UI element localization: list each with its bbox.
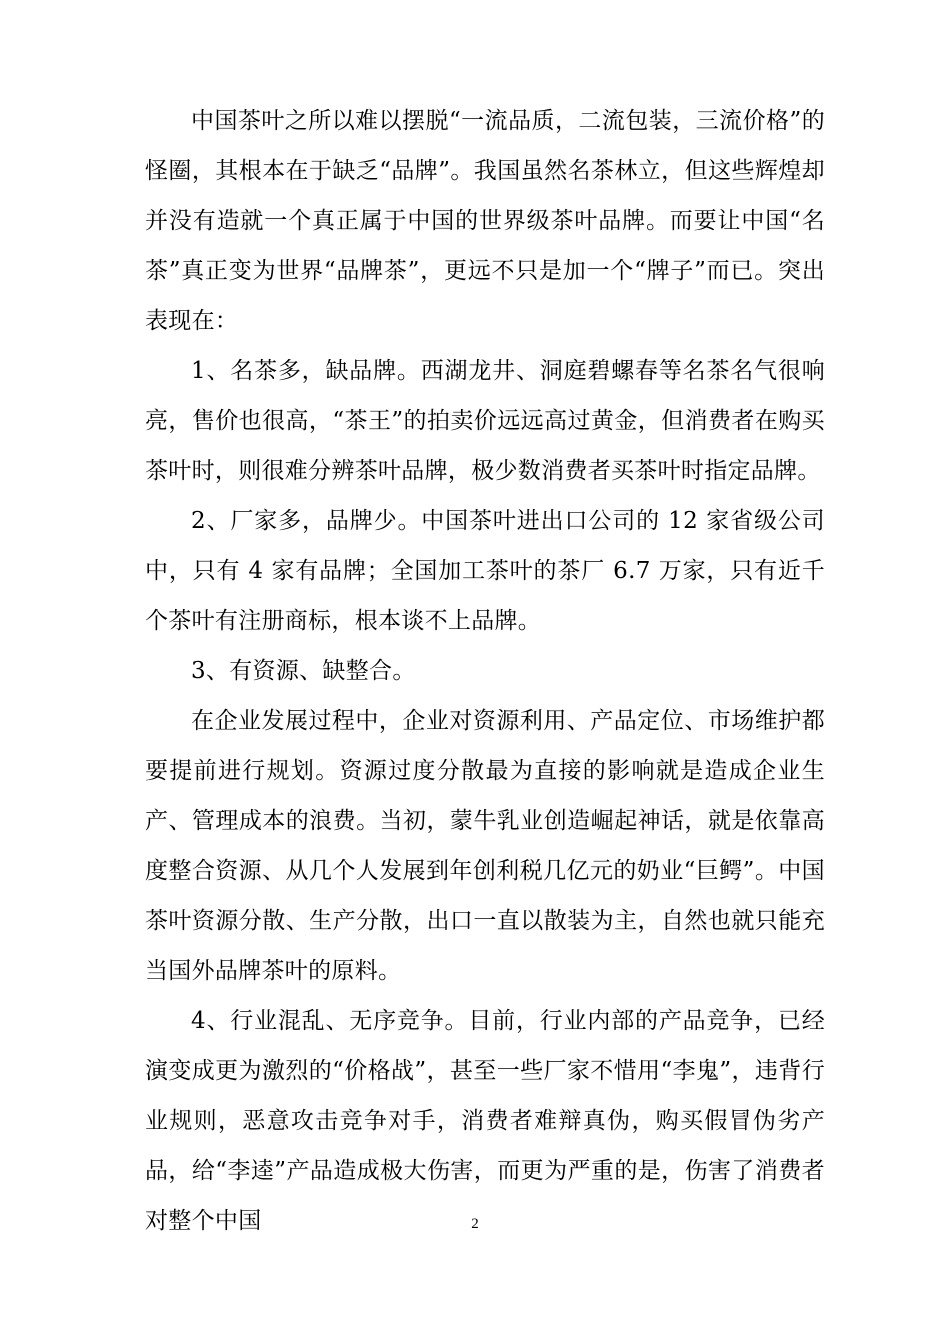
paragraph-point-3: 3、有资源、缺整合。 <box>191 658 416 684</box>
paragraph-point-1: 1、名茶多，缺品牌。西湖龙井、洞庭碧螺春等名茶名气很响亮，售价也很高，“茶王”的拍卖价远远高过黄金，但消费者在购买茶叶时，则很难分辨茶叶品牌，极少数消费者买茶叶时指定品牌。 <box>145 358 825 484</box>
paragraph-resource-integration: 在企业发展过程中，企业对资源利用、产品定位、市场维护都要提前进行规划。资源过度分散最为直接的影响就是造成企业生产、管理成本的浪费。当初，蒙牛乳业创造崛起神话，就是依靠高度整合资源、从几个人发展到年创利税几亿元的奶业“巨鳄”。中国茶叶资源分散、生产分散，出口一直以散装为主，自然也就只能充当国外品牌茶叶的原料。 <box>145 708 825 984</box>
paragraph-point-4: 4、行业混乱、无序竞争。目前，行业内部的产品竞争，已经演变成更为激烈的“价格战”，甚至一些厂家不惜用“李鬼”，违背行业规则，恶意攻击竞争对手，消费者难辩真伪，购买假冒伪劣产品，给“李逵”产品造成极大伤害，而更为严重的是，伤害了消费者对整个中国 <box>145 1008 825 1234</box>
paragraph-point-2: 2、厂家多，品牌少。中国茶叶进出口公司的 12 家省级公司中，只有 4 家有品牌；全国加工茶叶的茶厂 6.7 万家，只有近千个茶叶有注册商标，根本谈不上品牌。 <box>145 508 825 634</box>
paragraph-intro: 中国茶叶之所以难以摆脱“一流品质，二流包装，三流价格”的怪圈，其根本在于缺乏“品牌”。我国虽然名茶林立，但这些辉煌却并没有造就一个真正属于中国的世界级茶叶品牌。而要让中国“名茶”真正变为世界“品牌茶”，更远不只是加一个“牌子”而已。突出表现在： <box>145 108 825 334</box>
document-body <box>145 96 825 1246</box>
page-number: 2 <box>471 1216 479 1232</box>
